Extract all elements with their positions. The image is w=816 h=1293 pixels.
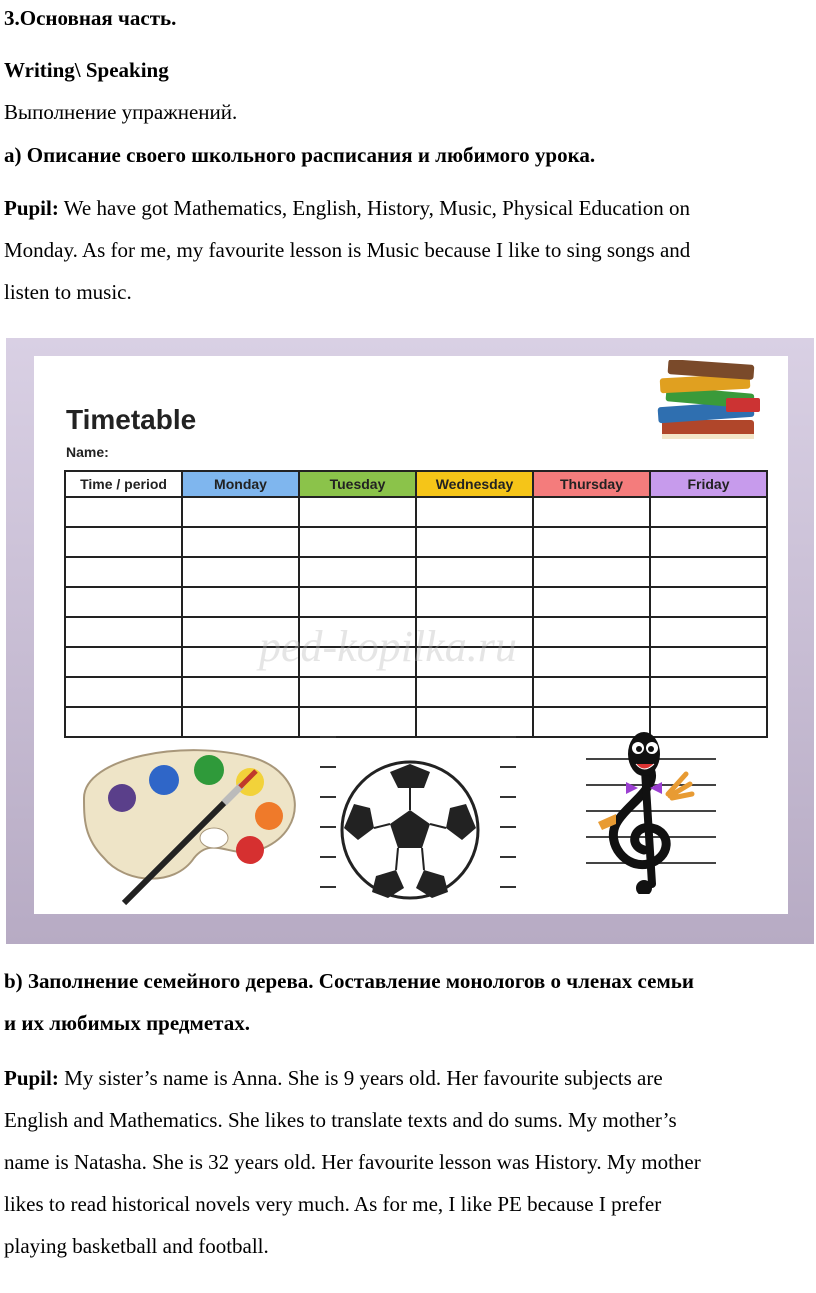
soccer-ball-icon	[338, 758, 482, 902]
task-b-line-1: b) Заполнение семейного дерева. Составление монологов о членах семьи	[4, 969, 694, 993]
dash-mark	[500, 766, 516, 768]
timetable-header-5: Friday	[650, 471, 767, 497]
table-cell	[299, 497, 416, 527]
pupil-b-line-1: My sister’s name is Anna. She is 9 years old. Her favourite subjects are	[58, 1066, 663, 1090]
pupil-b-line-4: likes to read historical novels very much. As for me, I like PE because I prefer	[4, 1192, 662, 1216]
treble-clef-icon	[586, 724, 706, 894]
pupil-b-line-5: playing basketball and football.	[4, 1234, 269, 1258]
timetable-header-3: Wednesday	[416, 471, 533, 497]
watermark: ped-kopilka.ru	[259, 622, 517, 671]
table-cell	[182, 557, 299, 587]
table-row	[65, 497, 767, 527]
table-cell	[299, 527, 416, 557]
dash-mark	[320, 856, 336, 858]
pupil-a-line-3: listen to music.	[4, 280, 132, 304]
table-cell	[182, 497, 299, 527]
timetable-name-label: Name:	[66, 444, 109, 460]
table-cell	[65, 587, 182, 617]
table-cell	[299, 677, 416, 707]
dash-mark	[500, 796, 516, 798]
table-cell	[65, 527, 182, 557]
table-cell	[650, 587, 767, 617]
table-cell	[650, 527, 767, 557]
pupil-label: Pupil:	[4, 196, 59, 220]
table-cell	[299, 707, 416, 737]
timetable-header-2: Tuesday	[299, 471, 416, 497]
pupil-a-line-2: Monday. As for me, my favourite lesson is Music because I like to sing songs and	[4, 238, 691, 262]
task-b-heading	[4, 960, 812, 1044]
table-cell	[416, 527, 533, 557]
dash-mark	[320, 736, 336, 738]
table-cell	[182, 677, 299, 707]
table-cell	[533, 587, 650, 617]
table-cell	[299, 557, 416, 587]
table-cell	[416, 587, 533, 617]
table-cell	[65, 707, 182, 737]
exercises-subheading: Выполнение упражнений.	[4, 100, 238, 124]
dash-mark	[320, 796, 336, 798]
table-cell	[533, 557, 650, 587]
table-cell	[533, 647, 650, 677]
table-cell	[650, 617, 767, 647]
table-cell	[65, 557, 182, 587]
table-cell	[65, 647, 182, 677]
pupil-b-paragraph	[4, 1057, 812, 1267]
table-cell	[182, 587, 299, 617]
table-row	[65, 587, 767, 617]
table-cell	[416, 677, 533, 707]
dash-mark	[500, 736, 516, 738]
pupil-a-line-1: We have got Mathematics, English, History, Music, Physical Education on	[58, 196, 690, 220]
table-row	[65, 527, 767, 557]
task-b-line-2: и их любимых предметах.	[4, 1011, 250, 1035]
pupil-label: Pupil:	[4, 1066, 59, 1090]
pupil-b-line-2: English and Mathematics. She likes to translate texts and do sums. My mother’s	[4, 1108, 677, 1132]
table-cell	[650, 647, 767, 677]
dash-mark	[500, 826, 516, 828]
table-cell	[182, 527, 299, 557]
dash-mark	[320, 766, 336, 768]
timetable-header-0: Time / period	[65, 471, 182, 497]
table-cell	[533, 677, 650, 707]
dash-mark	[320, 826, 336, 828]
pupil-b-line-3: name is Natasha. She is 32 years old. Her favourite lesson was History. My mother	[4, 1150, 701, 1174]
table-cell	[416, 557, 533, 587]
timetable-card	[34, 356, 788, 914]
table-cell	[65, 617, 182, 647]
table-cell	[299, 587, 416, 617]
timetable-title: Timetable	[66, 404, 197, 435]
task-a-heading: а) Описание своего школьного расписания и любимого урока.	[4, 143, 596, 167]
table-cell	[533, 527, 650, 557]
table-cell	[533, 617, 650, 647]
books-icon	[656, 360, 766, 448]
table-cell	[416, 707, 533, 737]
table-cell	[650, 557, 767, 587]
dash-mark	[500, 856, 516, 858]
table-row	[65, 677, 767, 707]
table-cell	[416, 497, 533, 527]
timetable-grid	[64, 470, 768, 738]
timetable-image	[6, 338, 814, 944]
paint-palette-icon	[64, 738, 304, 908]
table-cell	[65, 497, 182, 527]
section-heading: 3.Основная часть.	[4, 6, 177, 30]
table-cell	[533, 497, 650, 527]
pupil-a-paragraph	[4, 187, 812, 313]
timetable-header-4: Thursday	[533, 471, 650, 497]
dash-mark	[320, 886, 336, 888]
table-cell	[650, 677, 767, 707]
table-row	[65, 557, 767, 587]
table-cell	[650, 497, 767, 527]
dash-mark	[500, 886, 516, 888]
timetable-header-1: Monday	[182, 471, 299, 497]
writing-speaking-heading: Writing\ Speaking	[4, 58, 169, 82]
table-cell	[65, 677, 182, 707]
table-cell	[182, 707, 299, 737]
